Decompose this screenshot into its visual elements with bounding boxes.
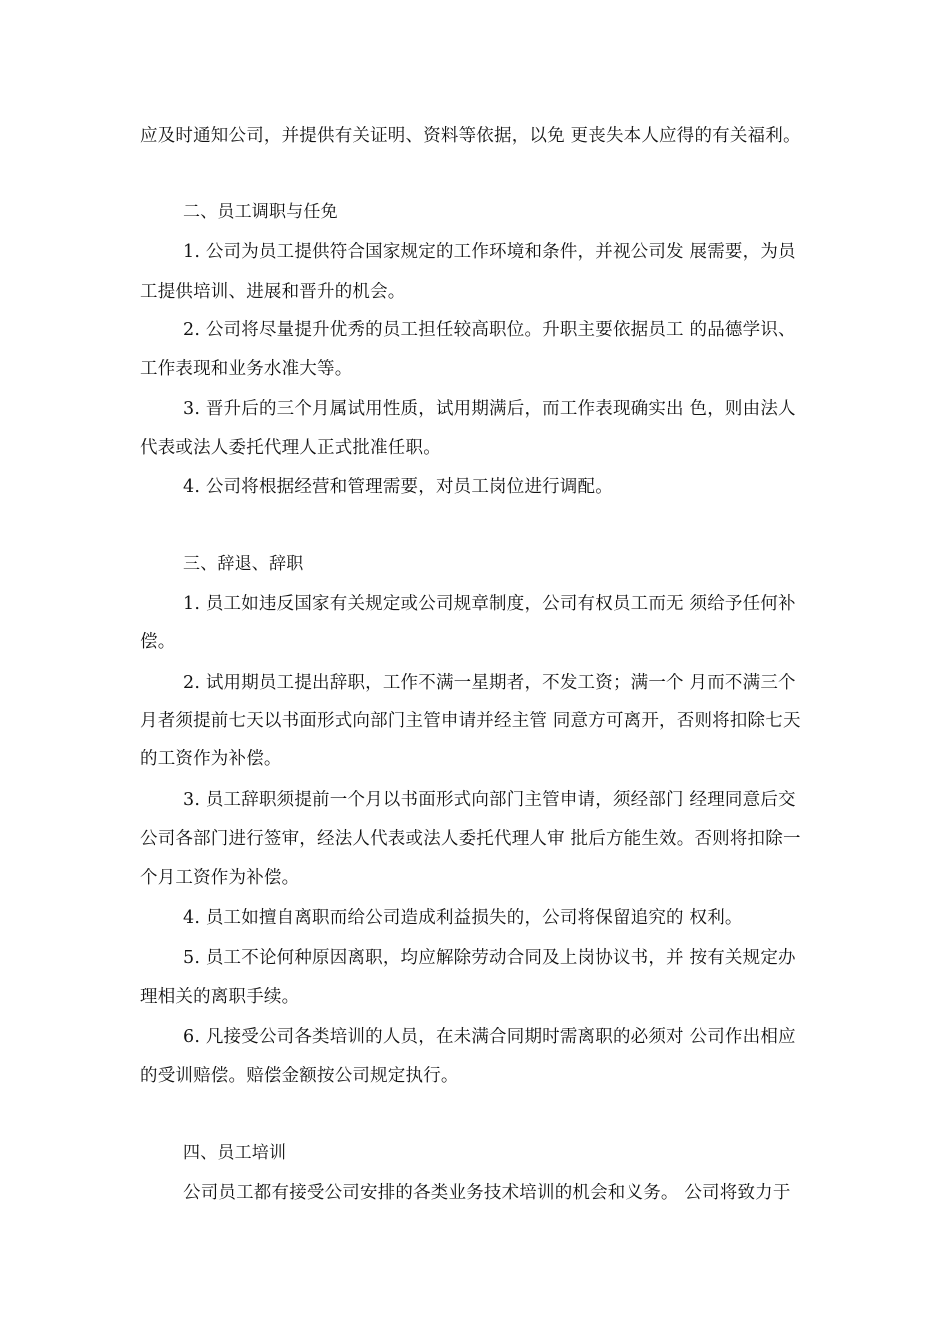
section-heading: 三、辞退、辞职 [183,554,304,574]
paragraph-line: 的受训赔偿。赔偿金额按公司规定执行。 [140,1066,459,1086]
paragraph-line: 4. 公司将根据经营和管理需要，对员工岗位进行调配。 [183,477,613,497]
paragraph-line: 应及时通知公司，并提供有关证明、资料等依据，以免 更丧失本人应得的有关福利。 [140,126,801,146]
section-heading: 二、员工调职与任免 [183,202,338,222]
paragraph-line: 1. 公司为员工提供符合国家规定的工作环境和条件，并视公司发 展需要，为员 [183,242,796,262]
paragraph-line: 2. 公司将尽量提升优秀的员工担任较高职位。升职主要依据员工 的品德学识、 [183,320,796,340]
paragraph-line: 偿。 [140,632,176,652]
paragraph-line: 个月工资作为补偿。 [140,868,300,888]
paragraph-line: 工作表现和业务水准大等。 [140,359,353,379]
paragraph-line: 公司员工都有接受公司安排的各类业务技术培训的机会和义务。 公司将致力于 [183,1183,791,1203]
paragraph-line: 4. 员工如擅自离职而给公司造成利益损失的，公司将保留追究的 权利。 [183,908,743,928]
paragraph-line: 工提供培训、进展和晋升的机会。 [140,282,406,302]
paragraph-line: 2. 试用期员工提出辞职，工作不满一星期者，不发工资；满一个 月而不满三个 [183,673,796,693]
paragraph-line: 5. 员工不论何种原因离职，均应解除劳动合同及上岗协议书，并 按有关规定办 [183,948,796,968]
paragraph-line: 代表或法人委托代理人正式批准任职。 [140,438,441,458]
paragraph-line: 6. 凡接受公司各类培训的人员，在未满合同期时需离职的必须对 公司作出相应 [183,1027,796,1047]
paragraph-line: 1. 员工如违反国家有关规定或公司规章制度，公司有权员工而无 须给予任何补 [183,594,796,614]
section-heading: 四、员工培训 [183,1143,287,1163]
paragraph-line: 3. 员工辞职须提前一个月以书面形式向部门主管申请，须经部门 经理同意后交 [183,790,796,810]
paragraph-line: 的工资作为补偿。 [140,749,282,769]
paragraph-line: 理相关的离职手续。 [140,987,300,1007]
paragraph-line: 3. 晋升后的三个月属试用性质，试用期满后，而工作表现确实出 色，则由法人 [183,399,796,419]
paragraph-line: 月者须提前七天以书面形式向部门主管申请并经主管 同意方可离开，否则将扣除七天 [140,711,801,731]
paragraph-line: 公司各部门进行签审，经法人代表或法人委托代理人审 批后方能生效。否则将扣除一 [140,829,801,849]
